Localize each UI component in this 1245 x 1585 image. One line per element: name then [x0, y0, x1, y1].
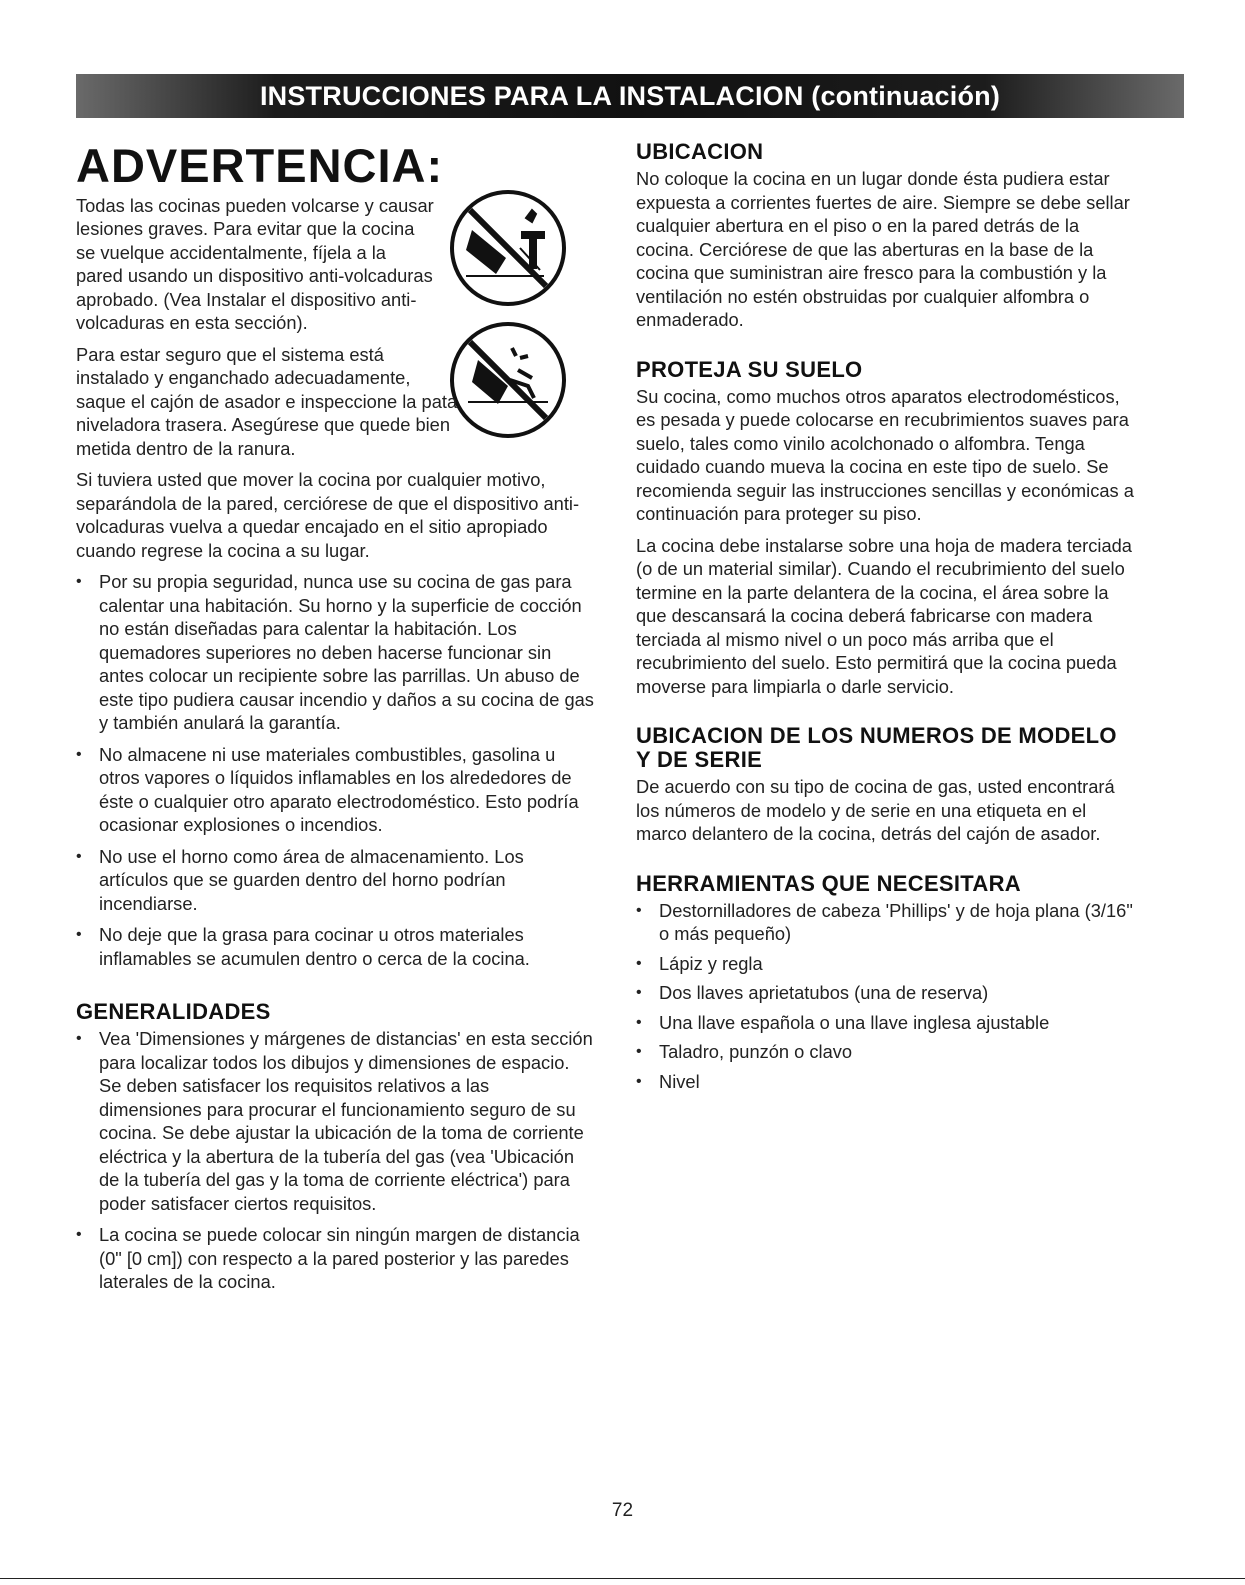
proteja-paragraph-2: La cocina debe instalarse sobre una hoja de madera terciada (o de un material similar). Cuando el recubrimiento del suelo termine en la parte delantera de la cocina, el área sobre la que descansará la cocina deberá fabricarse con madera terciada al mismo nivel o un poco más arriba que el recubrimiento del suelo. Esto permitirá que la cocina pueda moverse para limpiarla o darle servicio. [636, 534, 1132, 697]
tools-list [636, 899, 1136, 1094]
section-banner [76, 74, 1184, 118]
list-item: • Dos llaves aprietatubos (una de reserva) [636, 981, 1136, 1005]
list-item: • Destornilladores de cabeza 'Phillips' y de hoja plana (3/16" o más pequeño) [636, 899, 1136, 946]
warning-list [76, 570, 596, 970]
proteja-paragraph-1: Su cocina, como muchos otros aparatos electrodomésticos, es pesada y puede colocarse en recubrimientos suaves para suelo, tales como vinilo acolchonado o alfombra. Tenga cuidado cuando mueva la cocina en este tipo de suelo. Se recomienda seguir las instrucciones sencillas y económicas a continuación para proteger su piso. [636, 385, 1134, 524]
generalidades-heading: GENERALIDADES [76, 999, 271, 1025]
banner-title: INSTRUCCIONES PARA LA INSTALACION (continuación) [259, 80, 1001, 111]
left-column [76, 132, 596, 1302]
ubicacion-text: No coloque la cocina en un lugar donde ésta pudiera estar expuesta a corrientes fuertes de aire. Siempre se debe sellar cualquier abertura en el piso o en la pared detrás de la cocina. Cerciórese de que las aberturas en la base de la cocina que suministran aire fresco para la combustión y la ventilación no estén obstruidas por cualquier alfombra o enmaderado. [636, 168, 1130, 330]
warning-paragraph-1: Todas las cocinas pueden volcarse y causar lesiones graves. Para evitar que la cocina se vuelque accidentalmente, fíjela a la pared usando un dispositivo anti-volcaduras aprobado. (Vea Instalar el dispositivo anti-volcaduras en esta sección). [76, 194, 434, 334]
bottom-rule [0, 1578, 1245, 1579]
warning-title: ADVERTENCIA: [76, 139, 444, 192]
modelo-heading: UBICACION DE LOS NUMEROS DE MODELO Y DE SERIE [636, 723, 1117, 772]
list-item: • Vea 'Dimensiones y márgenes de distancias' en esta sección para localizar todos los dibujos y dimensiones de espacio. Se deben satisfacer los requisitos relativos a las dimensiones para procurar el funcionamiento seguro de su cocina. Se debe ajustar la ubicación de la toma de corriente eléctrica y la abertura de la tubería del gas (vea 'Ubicación de la tubería del gas y la toma de corriente eléctrica') para poder satisfacer ciertos requisitos. [76, 1027, 596, 1215]
list-item: • La cocina se puede colocar sin ningún margen de distancia (0" [0 cm]) con respecto a la pared posterior y las paredes laterales de la cocina. [76, 1223, 596, 1294]
list-item: • Por su propia seguridad, nunca use su cocina de gas para calentar una habitación. Su horno y la superficie de cocción no están diseñadas para calentar la habitación. Los quemadores superiores no deben hacerse funcionar sin antes colocar un recipiente sobre las parrillas. Un abuso de este tipo pudiera causar incendio y daños a su cocina de gas y también anulará la garantía. [76, 570, 596, 735]
list-item: • No use el horno como área de almacenamiento. Los artículos que se guarden dentro del horno podrían incendiarse. [76, 845, 596, 916]
list-item: • Nivel [636, 1070, 1136, 1094]
right-column [636, 140, 1136, 1119]
proteja-heading: PROTEJA SU SUELO [636, 356, 863, 382]
warning-paragraph-3: Si tuviera usted que mover la cocina por cualquier motivo, separándola de la pared, cerciórese de que el dispositivo anti-volcaduras vuelva a quedar encajado en el sitio apropiado cuando regrese la cocina a su lugar. [76, 469, 580, 561]
generalidades-list [76, 1027, 596, 1294]
list-item: • No deje que la grasa para cocinar u otros materiales inflamables se acumulen dentro o cerca de la cocina. [76, 923, 596, 970]
list-item: • Lápiz y regla [636, 952, 1136, 976]
list-item: • Taladro, punzón o clavo [636, 1040, 1136, 1064]
ubicacion-heading: UBICACION [636, 139, 764, 164]
page-number: 72 [611, 1500, 634, 1521]
list-item: • Una llave española o una llave inglesa ajustable [636, 1011, 1136, 1035]
modelo-text: De acuerdo con su tipo de cocina de gas, usted encontrará los números de modelo y de serie en una etiqueta en el marco delantero de la cocina, detrás del cajón de asador. [636, 776, 1115, 844]
herramientas-heading: HERRAMIENTAS QUE NECESITARA [636, 870, 1021, 896]
warning-paragraph-2: Para estar seguro que el sistema está instalado y enganchado adecuadamente, saque el cajón de asador e inspeccione la pata niveladora trasera. Asegúrese que quede bien metida dentro de la ranura. [76, 343, 458, 459]
list-item: • No almacene ni use materiales combustibles, gasolina u otros vapores o líquidos inflamables en los alrededores de éste o cualquier otro aparato electrodoméstico. Esto podría ocasionar explosiones o incendios. [76, 743, 596, 837]
